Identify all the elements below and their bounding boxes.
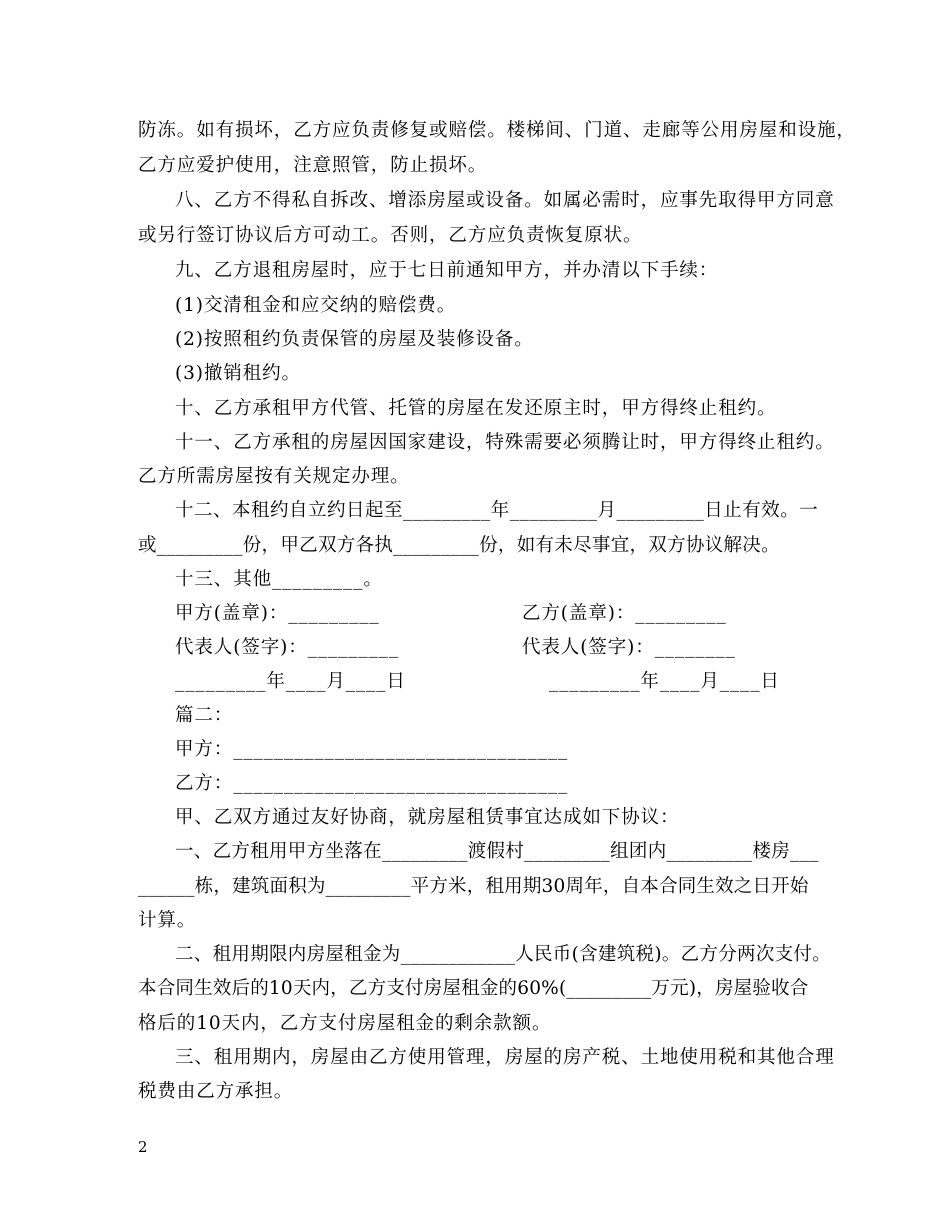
paragraph-line: 税费由乙方承担。 bbox=[138, 1081, 294, 1102]
paragraph-line: 十一、乙方承租的房屋因国家建设，特殊需要必须腾让时，甲方得终止租约。 bbox=[175, 432, 835, 453]
list-item: (3)撤销租约。 bbox=[175, 363, 301, 384]
paragraph-line: 八、乙方不得私自拆改、增添房屋或设备。如属必需时，应事先取得甲方同意 bbox=[175, 190, 835, 211]
paragraph-line: ______栋，建筑面积为_________平方米，租用期30周年，自本合同生效之日开始 bbox=[138, 876, 809, 897]
paragraph-line: 或_________份，甲乙双方各执_________份，如有未尽事宜，双方协议解决。 bbox=[138, 535, 780, 556]
party-a-line: 甲方：_________________________________ bbox=[175, 739, 569, 760]
paragraph-line: 防冻。如有损坏，乙方应负责修复或赔偿。楼梯间、门道、走廊等公用房屋和设施， bbox=[138, 120, 856, 141]
paragraph-line: 十、乙方承租甲方代管、托管的房屋在发还原主时，甲方得终止租约。 bbox=[175, 398, 777, 419]
paragraph-line: 乙方应爱护使用，注意照管，防止损坏。 bbox=[138, 155, 488, 176]
list-item: (1)交清租金和应交纳的赔偿费。 bbox=[175, 295, 457, 316]
party-b-line: 乙方：_________________________________ bbox=[175, 773, 569, 794]
paragraph-line: 或另行签订协议后方可动工。否则，乙方应负责恢复原状。 bbox=[138, 225, 643, 246]
signature-party-a: 甲方(盖章)：_________ bbox=[175, 603, 380, 624]
paragraph-line: 十二、本租约自立约日起至_________年_________月_________日止有效。一 bbox=[175, 500, 819, 521]
signature-date-a: _________年____月____日 bbox=[175, 671, 406, 692]
signature-party-b: 乙方(盖章)：_________ bbox=[522, 603, 727, 624]
page-number: 2 bbox=[138, 1138, 148, 1156]
paragraph-line: 格后的10天内，乙方支付房屋租金的剩余款额。 bbox=[138, 1013, 552, 1034]
signature-rep-a: 代表人(签字)：_________ bbox=[175, 637, 399, 658]
list-item: (2)按照租约负责保管的房屋及装修设备。 bbox=[175, 329, 534, 350]
signature-date-b: _________年____月____日 bbox=[549, 671, 780, 692]
paragraph-line: 九、乙方退租房屋时，应于七日前通知甲方，并办清以下手续： bbox=[175, 260, 719, 281]
paragraph-line: 本合同生效后的10天内，乙方支付房屋租金的60%(_________万元)，房屋验收合 bbox=[138, 978, 809, 999]
paragraph-line: 三、租用期内，房屋由乙方使用管理，房屋的房产税、土地使用税和其他合理 bbox=[175, 1047, 835, 1068]
section-heading: 篇二： bbox=[175, 705, 234, 726]
signature-rep-b: 代表人(签字)：________ bbox=[522, 637, 736, 658]
paragraph-line: 一、乙方租用甲方坐落在_________渡假村_________组团内_________楼房___ bbox=[175, 841, 819, 862]
paragraph-line: 十三、其他_________。 bbox=[175, 569, 383, 590]
paragraph-line: 二、租用期限内房屋租金为____________人民币(含建筑税)。乙方分两次支付。 bbox=[175, 944, 832, 965]
paragraph-line: 甲、乙双方通过友好协商，就房屋租赁事宜达成如下协议： bbox=[175, 807, 680, 828]
paragraph-line: 乙方所需房屋按有关规定办理。 bbox=[138, 466, 410, 487]
paragraph-line: 计算。 bbox=[138, 910, 197, 931]
